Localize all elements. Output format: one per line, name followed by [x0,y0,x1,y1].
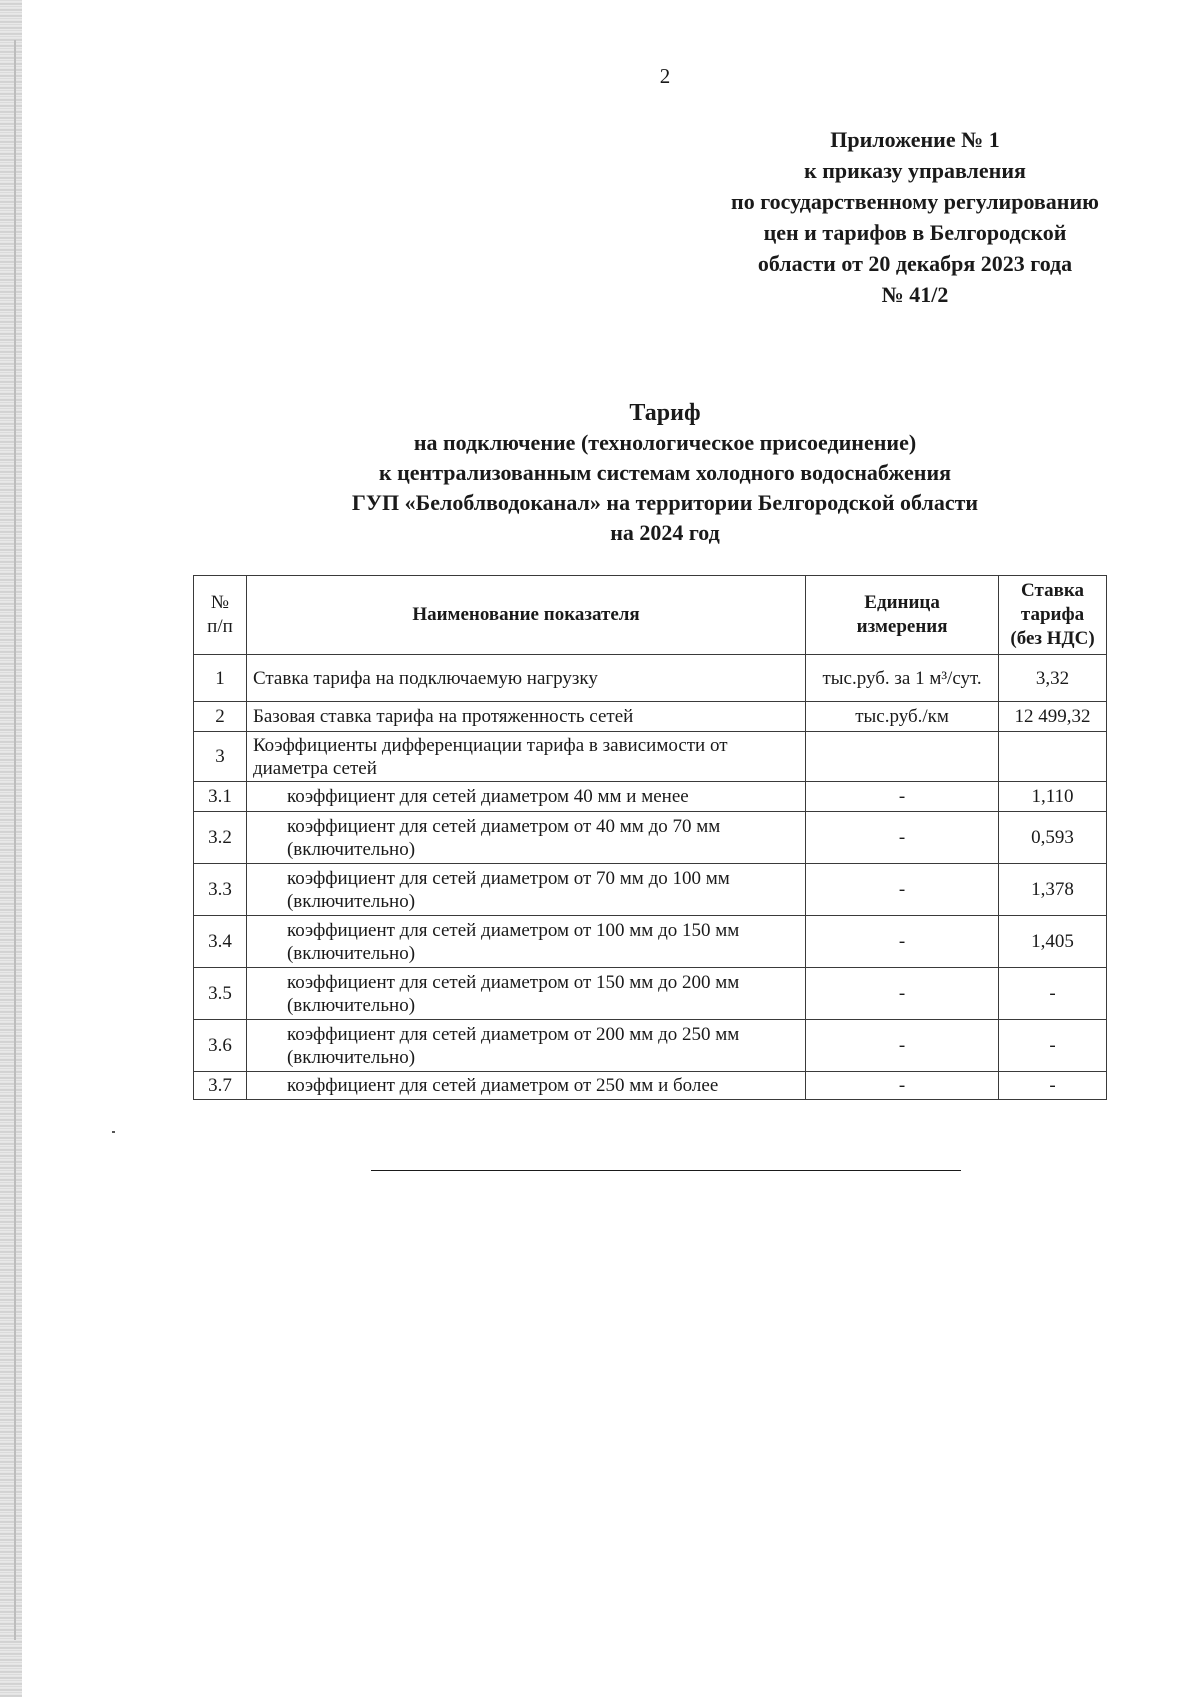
row-rate [999,732,1107,782]
table-row [194,916,1107,968]
appendix-line: цен и тарифов в Белгородской [763,220,1067,245]
table-row [194,702,1107,732]
appendix-line: Приложение № 1 [830,127,1000,152]
row-name: коэффициент для сетей диаметром от 250 мм и более [246,1072,805,1100]
table-row [194,812,1107,864]
title-line: ГУП «Белоблводоканал» на территории Белгородской области [351,490,979,515]
header-rate-line: тарифа [1020,604,1085,625]
row-unit: тыс.руб. за 1 м³/сут. [806,655,999,702]
page-number: 2 [659,64,671,88]
row-rate: 1,110 [999,782,1107,812]
table-header-row [194,576,1107,655]
row-name: коэффициент для сетей диаметром от 40 мм до 70 мм (включительно) [246,812,805,864]
appendix-header [680,124,1150,310]
table-row [194,864,1107,916]
row-unit: - [806,1072,999,1100]
appendix-line: области от 20 декабря 2023 года [757,251,1073,276]
row-unit [806,732,999,782]
row-name: Базовая ставка тарифа на протяженность сетей [246,702,805,732]
row-unit: - [806,864,999,916]
document-title [200,398,1130,548]
header-num-line: № [210,592,230,613]
row-num: 3.3 [194,864,247,916]
row-name: коэффициент для сетей диаметром от 100 мм до 150 мм (включительно) [246,916,805,968]
row-num: 1 [194,655,247,702]
header-rate [999,576,1107,655]
row-rate: 1,405 [999,916,1107,968]
row-unit: - [806,968,999,1020]
row-num: 3.5 [194,968,247,1020]
row-rate: 1,378 [999,864,1107,916]
row-name: коэффициент для сетей диаметром от 150 мм до 200 мм (включительно) [246,968,805,1020]
row-rate: 0,593 [999,812,1107,864]
row-num: 3.2 [194,812,247,864]
row-unit: - [806,812,999,864]
header-num-line: п/п [207,616,233,637]
appendix-line: по государственному регулированию [731,189,1099,214]
row-name: Коэффициенты дифференциации тарифа в зависимости от диаметра сетей [246,732,805,782]
end-of-document-rule [371,1170,961,1171]
row-num: 3.6 [194,1020,247,1072]
row-name: коэффициент для сетей диаметром 40 мм и менее [246,782,805,812]
scan-speck [112,1131,115,1133]
table-row [194,1020,1107,1072]
row-unit: - [806,782,999,812]
row-name: коэффициент для сетей диаметром от 200 мм до 250 мм (включительно) [246,1020,805,1072]
row-name: коэффициент для сетей диаметром от 70 мм до 100 мм (включительно) [246,864,805,916]
row-num: 2 [194,702,247,732]
table-row [194,732,1107,782]
header-num [194,576,247,655]
row-num: 3.4 [194,916,247,968]
header-rate-line: (без НДС) [1010,628,1095,649]
table-row [194,968,1107,1020]
table-row [194,655,1107,702]
header-unit-line: измерения [856,616,948,637]
row-rate: - [999,1072,1107,1100]
row-rate: - [999,968,1107,1020]
appendix-line: № 41/2 [881,282,949,307]
scan-edge-artifact [0,0,22,1697]
row-rate: - [999,1020,1107,1072]
header-unit-line: Единица [864,592,940,613]
header-name: Наименование показателя [246,576,805,655]
header-rate-line: Ставка [1021,580,1084,601]
row-unit: - [806,1020,999,1072]
table-row [194,1072,1107,1100]
row-rate: 3,32 [999,655,1107,702]
header-unit [806,576,999,655]
title-line: на 2024 год [610,520,720,545]
title-line: на подключение (технологическое присоединение) [413,430,917,455]
row-num: 3.7 [194,1072,247,1100]
appendix-line: к приказу управления [804,158,1026,183]
row-num: 3.1 [194,782,247,812]
title-main: Тариф [629,400,701,426]
scan-edge-line [14,40,16,1640]
row-unit: - [806,916,999,968]
tariff-table [193,575,1107,1100]
row-unit: тыс.руб./км [806,702,999,732]
row-num: 3 [194,732,247,782]
title-line: к централизованным системам холодного водоснабжения [378,460,952,485]
table-row [194,782,1107,812]
row-name: Ставка тарифа на подключаемую нагрузку [246,655,805,702]
row-rate: 12 499,32 [999,702,1107,732]
